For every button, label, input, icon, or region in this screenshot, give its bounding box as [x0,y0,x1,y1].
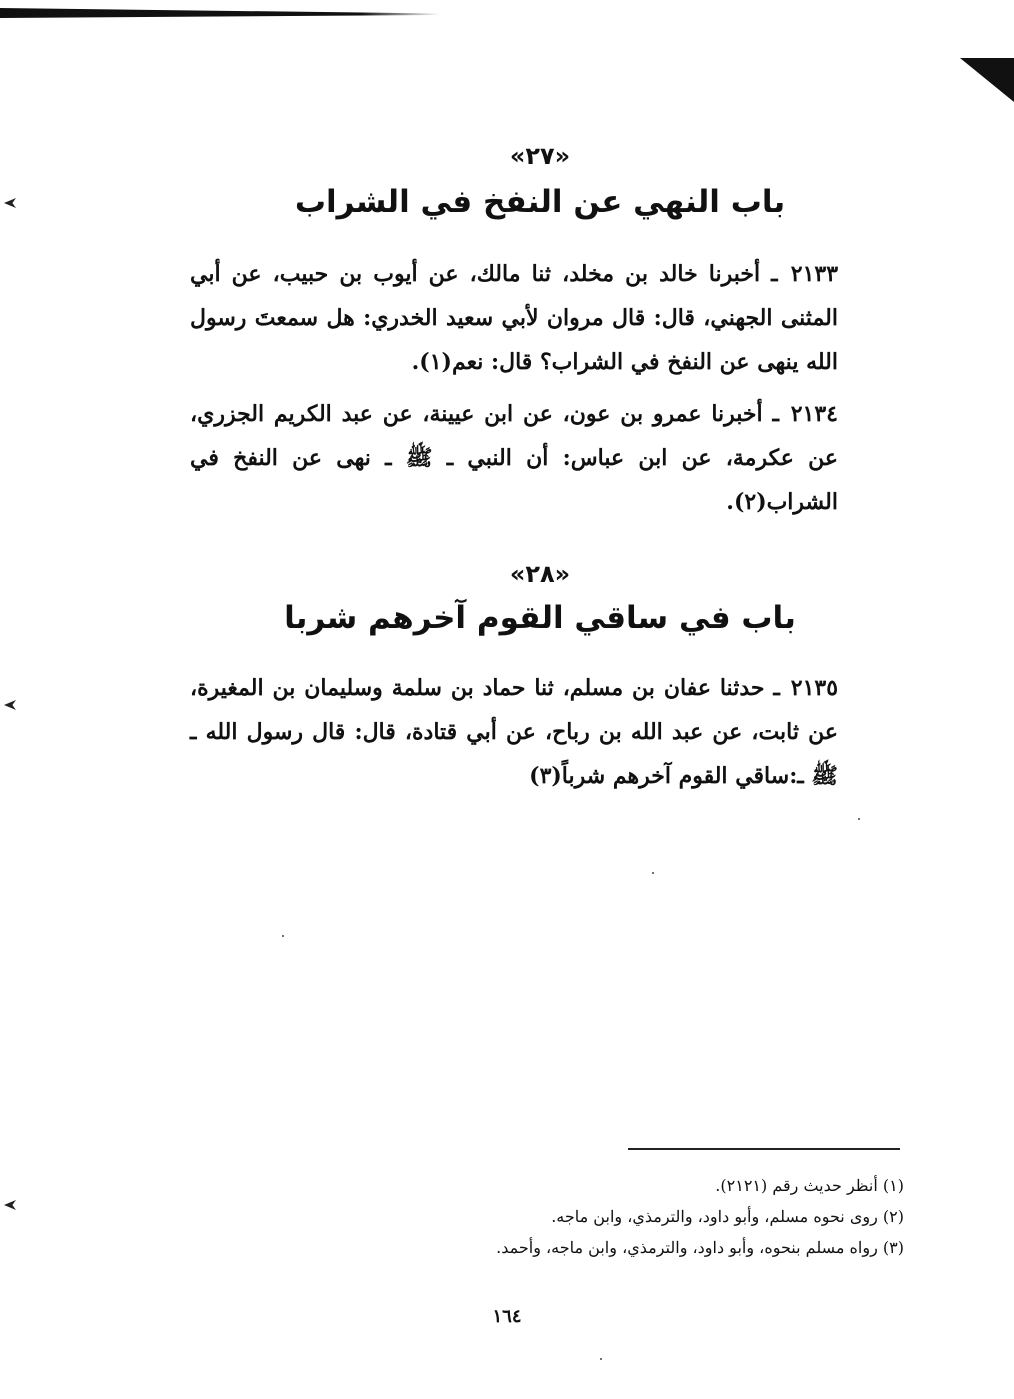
footnote: (٢) روى نحوه مسلم، وأبو داود، والترمذي، وابن ماجه. [551,1207,904,1226]
chapter-title: باب النهي عن النفخ في الشراب [294,184,786,220]
scan-speck [652,872,654,874]
margin-tick-mark [4,198,16,208]
page-number: ١٦٤ [492,1306,522,1327]
chapter-number: «٢٨» [509,560,571,588]
hadith-text: ـ أخبرنا خالد بن مخلد، ثنا مالك، عن أيوب بن حبيب، عن أبي المثنى الجهني، قال: قال مروان لأبي سعيد الخدري: هل سمعتَ رسول الله ينهى عن النفخ في الشراب؟ قال: نعم(١). [190,261,838,375]
hadith-number: ٢١٣٤ [790,401,838,427]
scan-speck [600,1358,602,1360]
footnote: (١) أنظر حديث رقم (٢١٢١). [715,1176,904,1195]
hadith-paragraph [190,252,890,384]
margin-tick-mark [4,1200,16,1210]
hadith-paragraph [190,666,890,798]
hadith-number: ٢١٣٣ [790,261,839,287]
margin-tick-mark [4,700,16,710]
hadith-paragraph [190,392,890,524]
hadith-number: ٢١٣٥ [790,675,839,701]
top-scan-rule [0,8,440,18]
scan-speck [282,935,284,937]
hadith-text: ـ أخبرنا عمرو بن عون، عن ابن عيينة، عن عبد الكريم الجزري، عن عكرمة، عن ابن عباس: أن النبي ـ ﷺ ـ نهى عن النفخ في الشراب(٢). [190,401,838,515]
scan-speck [858,818,860,820]
footnotes [384,1170,904,1263]
footnote-divider [628,1148,900,1150]
footnote: (٣) رواه مسلم بنحوه، وأبو داود، والترمذي، وابن ماجه، وأحمد. [496,1238,904,1257]
chapter-title: باب في ساقي القوم آخرهم شربا [284,600,796,636]
chapter-number: «٢٧» [509,142,571,170]
hadith-text: ـ حدثنا عفان بن مسلم، ثنا حماد بن سلمة وسليمان بن المغيرة، عن ثابت، عن عبد الله بن رباح، عن أبي قتادة، قال: قال رسول الله ـ ﷺ ـ:ساقي القوم آخرهم شرباً(٣) [190,675,838,789]
corner-triangle-mark [960,58,1014,102]
